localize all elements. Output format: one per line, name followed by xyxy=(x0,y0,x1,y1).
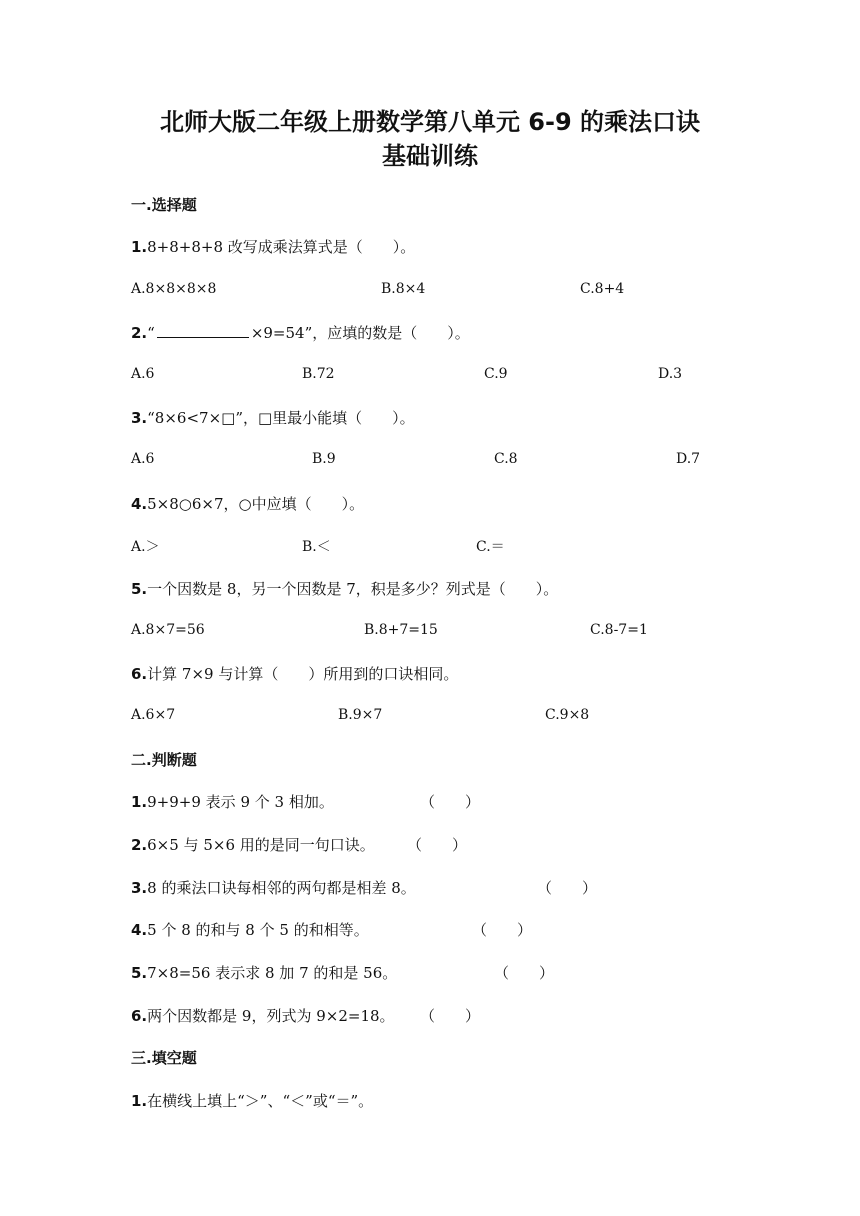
choice-5-option-a[interactable]: A.8×7=56 xyxy=(131,622,205,638)
fill-question-1 xyxy=(131,1090,373,1111)
choice-5-option-b[interactable]: B.8+7=15 xyxy=(364,622,438,638)
question-number: 2. xyxy=(131,836,148,854)
choice-4-option-b[interactable]: B.＜ xyxy=(302,539,331,555)
question-number: 1. xyxy=(131,1092,148,1110)
question-number: 6. xyxy=(131,665,148,683)
choice-6-option-c[interactable]: C.9×8 xyxy=(545,707,590,723)
question-text: 在横线上填上“＞”、“＜”或“＝”。 xyxy=(147,1092,374,1110)
choice-2-option-b[interactable]: B.72 xyxy=(302,366,335,382)
question-text: 6×5 与 5×6 用的是同一句口诀。 xyxy=(147,836,375,854)
question-number: 4. xyxy=(131,495,148,513)
question-number: 1. xyxy=(131,793,148,811)
choice-1-option-a[interactable]: A.8×8×8×8 xyxy=(131,281,217,297)
page-title-line1: 北师大版二年级上册数学第八单元 6-9 的乘法口诀 xyxy=(159,108,701,136)
section-judge-heading: 二.判断题 xyxy=(131,751,197,769)
choice-question-3 xyxy=(131,407,415,428)
choice-4-option-a[interactable]: A.＞ xyxy=(131,539,160,555)
choice-1-option-c[interactable]: C.8+4 xyxy=(580,281,625,297)
question-text: 9+9+9 表示 9 个 3 相加。 xyxy=(147,793,334,811)
question-text: 两个因数都是 9，列式为 9×2=18。 xyxy=(147,1007,395,1025)
choice-6-option-a[interactable]: A.6×7 xyxy=(131,707,176,723)
question-text: 8+8+8+8 改写成乘法算式是（ ）。 xyxy=(147,238,416,256)
question-text: 8 的乘法口诀每相邻的两句都是相差 8。 xyxy=(147,879,416,897)
question-text: “8×6<7×□”，□里最小能填（ ）。 xyxy=(147,409,415,427)
question-text-pre: “ xyxy=(147,324,155,342)
judge-question-1 xyxy=(131,791,334,812)
choice-question-4 xyxy=(131,493,364,514)
choice-3-option-a[interactable]: A.6 xyxy=(131,451,155,467)
judge-question-2 xyxy=(131,834,375,855)
question-text: 一个因数是 8，另一个因数是 7，积是多少？列式是（ ）。 xyxy=(147,580,559,598)
choice-2-option-c[interactable]: C.9 xyxy=(484,366,508,382)
question-text: 7×8=56 表示求 8 加 7 的和是 56。 xyxy=(147,964,398,982)
answer-blank[interactable] xyxy=(157,323,249,338)
question-number: 4. xyxy=(131,921,148,939)
judge-question-4 xyxy=(131,919,369,940)
judge-question-3 xyxy=(131,877,416,898)
question-text: 5×8○6×7，○中应填（ ）。 xyxy=(147,495,365,513)
question-text: 5 个 8 的和与 8 个 5 的和相等。 xyxy=(147,921,369,939)
question-number: 5. xyxy=(131,964,148,982)
choice-3-option-d[interactable]: D.7 xyxy=(676,451,701,467)
judge-4-answer-box[interactable]: （ ） xyxy=(472,921,533,939)
judge-6-answer-box[interactable]: （ ） xyxy=(420,1007,481,1025)
question-number: 3. xyxy=(131,409,148,427)
choice-3-option-b[interactable]: B.9 xyxy=(312,451,336,467)
judge-5-answer-box[interactable]: （ ） xyxy=(494,964,555,982)
choice-5-option-c[interactable]: C.8-7=1 xyxy=(590,622,648,638)
judge-2-answer-box[interactable]: （ ） xyxy=(407,836,468,854)
page-title-line2: 基础训练 xyxy=(382,142,478,170)
choice-2-option-a[interactable]: A.6 xyxy=(131,366,155,382)
choice-1-option-b[interactable]: B.8×4 xyxy=(381,281,426,297)
question-number: 2. xyxy=(131,324,148,342)
choice-question-5 xyxy=(131,578,558,599)
judge-1-answer-box[interactable]: （ ） xyxy=(420,793,481,811)
question-text: 计算 7×9 与计算（ ）所用到的口诀相同。 xyxy=(147,665,459,683)
section-choice-heading: 一.选择题 xyxy=(131,196,197,214)
choice-question-6 xyxy=(131,663,458,684)
choice-question-2 xyxy=(131,322,470,343)
choice-question-1 xyxy=(131,236,415,257)
judge-question-6 xyxy=(131,1005,395,1026)
choice-3-option-c[interactable]: C.8 xyxy=(494,451,518,467)
judge-question-5 xyxy=(131,962,397,983)
question-number: 5. xyxy=(131,580,148,598)
choice-4-option-c[interactable]: C.＝ xyxy=(476,539,505,555)
choice-2-option-d[interactable]: D.3 xyxy=(658,366,683,382)
section-fill-heading: 三.填空题 xyxy=(131,1049,197,1067)
judge-3-answer-box[interactable]: （ ） xyxy=(537,879,598,897)
question-number: 6. xyxy=(131,1007,148,1025)
question-number: 3. xyxy=(131,879,148,897)
question-number: 1. xyxy=(131,238,148,256)
question-text-post: ×9=54”，应填的数是（ ）。 xyxy=(250,324,470,342)
choice-6-option-b[interactable]: B.9×7 xyxy=(338,707,383,723)
